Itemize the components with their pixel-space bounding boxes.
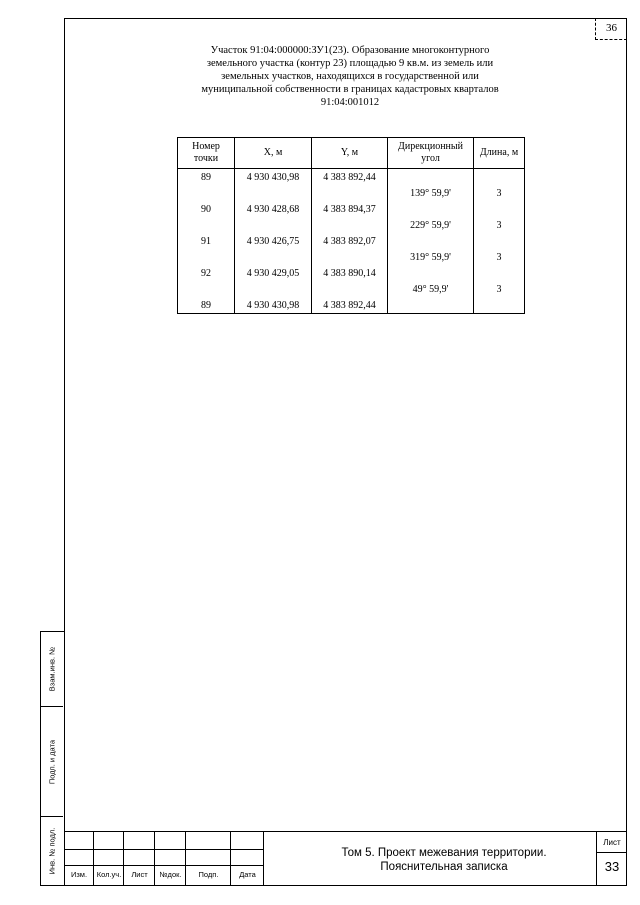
col-header-x: X, м [235,138,312,169]
segment-angle: 49° 59,9' [388,281,474,297]
side-cell-replacement [41,632,63,707]
point-x: 4 930 428,68 [235,201,312,217]
segment-angle: 229° 59,9' [388,217,474,233]
title-block [64,831,627,886]
document-title-line: Том 5. Проект межевания территории. [341,847,547,859]
table-header-row [178,138,525,169]
point-number: 92 [178,265,235,281]
col-header-angle: Дирекционный угол [388,138,474,169]
stamp-col-count: Кол.уч. [96,870,122,879]
point-x: 4 930 426,75 [235,233,312,249]
point-number: 90 [178,201,235,217]
point-y: 4 383 892,44 [312,297,388,314]
side-cell-signature [41,707,63,817]
col-header-point: Номер точки [178,138,235,169]
sheet-box [596,832,627,886]
col-header-length: Длина, м [474,138,525,169]
table-row [178,185,525,201]
heading-line: 91:04:001012 [320,97,380,108]
stamp-col-date: Дата [239,870,256,879]
sheet-number: 33 [604,859,620,874]
segment-angle: 319° 59,9' [388,249,474,265]
point-y: 4 383 890,14 [312,265,388,281]
stamp-col-signature: Подп. [198,870,219,879]
heading-line: земельных участков, находящихся в государственной или [221,71,479,82]
segment-length: 3 [474,249,525,265]
point-y: 4 383 892,07 [312,233,388,249]
point-number: 89 [178,169,235,186]
point-x: 4 930 430,98 [235,297,312,314]
heading-line: Участок 91:04:000000:ЗУ1(23). Образование многоконтурного [210,45,490,56]
point-x: 4 930 429,05 [235,265,312,281]
side-strip [40,631,64,886]
table-row [178,249,525,265]
heading-line: муниципальной собственности в границах кадастровых кварталов [201,84,499,95]
document-title [294,846,594,874]
table-row [178,233,525,249]
sheet-label: Лист [603,838,621,847]
stamp-col-doc: №док. [159,870,182,879]
stamp-col-sheet: Лист [131,870,148,879]
table-row [178,201,525,217]
table-row [178,265,525,281]
point-number: 89 [178,297,235,314]
stamp-col-change: Изм. [70,870,88,879]
side-cell-inventory [41,817,63,885]
point-y: 4 383 892,44 [312,169,388,186]
segment-angle: 139° 59,9' [388,185,474,201]
side-label: Взам.инв. № [47,646,57,692]
section-heading [170,44,530,109]
table-row [178,297,525,314]
point-x: 4 930 430,98 [235,169,312,186]
document-title-line: Пояснительная записка [380,861,508,873]
segment-length: 3 [474,281,525,297]
table-row [178,217,525,233]
coordinates-table [177,137,525,314]
segment-length: 3 [474,217,525,233]
table-row [178,281,525,297]
side-label: Подп. и дата [47,739,57,784]
page-number: 36 [595,18,627,40]
side-label: Инв. № подл. [47,827,57,875]
point-y: 4 383 894,37 [312,201,388,217]
segment-length: 3 [474,185,525,201]
table-row [178,169,525,186]
point-number: 91 [178,233,235,249]
stamp-grid [64,832,264,886]
col-header-y: Y, м [312,138,388,169]
heading-line: земельного участка (контур 23) площадью 9 кв.м. из земель или [206,58,494,69]
